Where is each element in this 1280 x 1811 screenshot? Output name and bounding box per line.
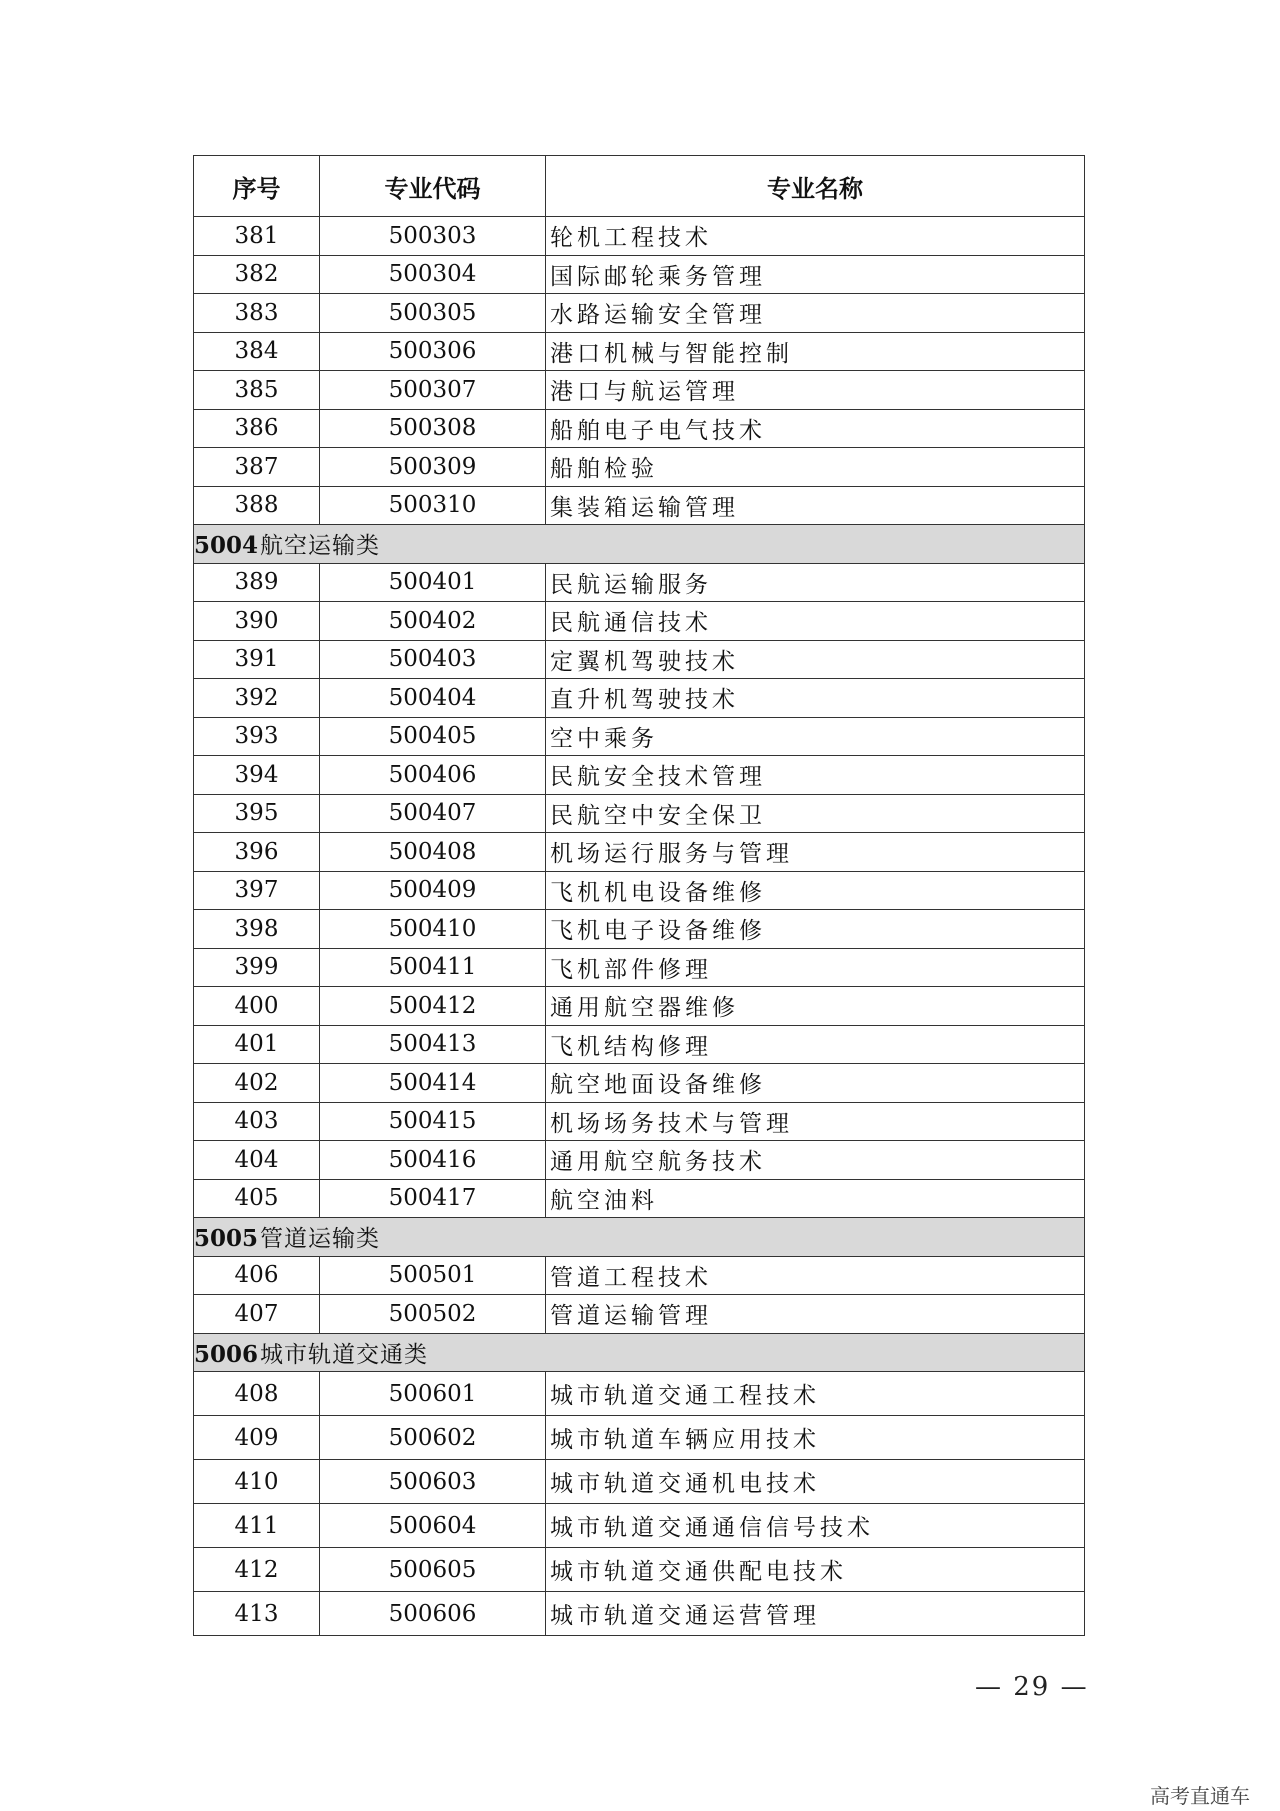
page-number: — 29 — xyxy=(975,1672,1089,1702)
table-row xyxy=(194,987,1085,1026)
header-code: 专业代码 xyxy=(320,156,546,217)
category-code: 5005 xyxy=(194,1225,259,1253)
table-row xyxy=(194,910,1085,949)
cell-code: 500412 xyxy=(320,987,546,1026)
table-row xyxy=(194,294,1085,333)
category-code: 5004 xyxy=(194,532,259,560)
cell-code: 500414 xyxy=(320,1064,546,1103)
cell-seq: 412 xyxy=(194,1548,320,1592)
cell-seq: 392 xyxy=(194,679,320,718)
cell-name: 机场运行服务与管理 xyxy=(546,833,1085,872)
cell-code: 500409 xyxy=(320,871,546,910)
table-row xyxy=(194,563,1085,602)
cell-code: 500408 xyxy=(320,833,546,872)
cell-seq: 388 xyxy=(194,486,320,525)
cell-name: 飞机机电设备维修 xyxy=(546,871,1085,910)
table-row xyxy=(194,1179,1085,1218)
cell-name: 通用航空航务技术 xyxy=(546,1141,1085,1180)
cell-name: 航空地面设备维修 xyxy=(546,1064,1085,1103)
cell-seq: 400 xyxy=(194,987,320,1026)
cell-name: 管道工程技术 xyxy=(546,1256,1085,1295)
cell-code: 500403 xyxy=(320,640,546,679)
cell-code: 500307 xyxy=(320,371,546,410)
table-row xyxy=(194,1372,1085,1416)
table-row xyxy=(194,1064,1085,1103)
table-row xyxy=(194,332,1085,371)
cell-seq: 387 xyxy=(194,448,320,487)
table-row xyxy=(194,640,1085,679)
cell-name: 集装箱运输管理 xyxy=(546,486,1085,525)
cell-code: 500602 xyxy=(320,1416,546,1460)
table-row xyxy=(194,833,1085,872)
table-row xyxy=(194,1256,1085,1295)
cell-name: 港口机械与智能控制 xyxy=(546,332,1085,371)
category-name: 航空运输类 xyxy=(260,533,381,560)
header-name: 专业名称 xyxy=(546,156,1085,217)
cell-code: 500410 xyxy=(320,910,546,949)
cell-code: 500310 xyxy=(320,486,546,525)
cell-name: 通用航空器维修 xyxy=(546,987,1085,1026)
cell-seq: 399 xyxy=(194,948,320,987)
cell-seq: 408 xyxy=(194,1372,320,1416)
majors-table xyxy=(193,155,1085,1636)
table-row xyxy=(194,794,1085,833)
cell-seq: 411 xyxy=(194,1504,320,1548)
cell-seq: 385 xyxy=(194,371,320,410)
cell-code: 500416 xyxy=(320,1141,546,1180)
cell-code: 500404 xyxy=(320,679,546,718)
cell-code: 500405 xyxy=(320,717,546,756)
cell-code: 500402 xyxy=(320,602,546,641)
table-row xyxy=(194,1141,1085,1180)
cell-name: 管道运输管理 xyxy=(546,1295,1085,1334)
cell-name: 轮机工程技术 xyxy=(546,217,1085,256)
cell-code: 500304 xyxy=(320,255,546,294)
table-row xyxy=(194,717,1085,756)
category-cell xyxy=(194,525,1085,564)
cell-name: 机场场务技术与管理 xyxy=(546,1102,1085,1141)
table-row xyxy=(194,602,1085,641)
cell-seq: 413 xyxy=(194,1592,320,1636)
header-row xyxy=(194,156,1085,217)
cell-name: 船舶电子电气技术 xyxy=(546,409,1085,448)
cell-name: 航空油料 xyxy=(546,1179,1085,1218)
table-row xyxy=(194,255,1085,294)
cell-name: 直升机驾驶技术 xyxy=(546,679,1085,718)
cell-name: 城市轨道交通运营管理 xyxy=(546,1592,1085,1636)
cell-name: 飞机电子设备维修 xyxy=(546,910,1085,949)
category-row xyxy=(194,1218,1085,1257)
cell-seq: 402 xyxy=(194,1064,320,1103)
table-row xyxy=(194,871,1085,910)
table-row xyxy=(194,1460,1085,1504)
table-row xyxy=(194,948,1085,987)
cell-seq: 405 xyxy=(194,1179,320,1218)
cell-seq: 393 xyxy=(194,717,320,756)
category-name: 城市轨道交通类 xyxy=(260,1341,429,1368)
cell-name: 民航安全技术管理 xyxy=(546,756,1085,795)
category-code: 5006 xyxy=(194,1340,259,1368)
table-row xyxy=(194,756,1085,795)
cell-code: 500606 xyxy=(320,1592,546,1636)
table-row xyxy=(194,371,1085,410)
cell-name: 民航通信技术 xyxy=(546,602,1085,641)
cell-code: 500603 xyxy=(320,1460,546,1504)
cell-code: 500502 xyxy=(320,1295,546,1334)
cell-code: 500406 xyxy=(320,756,546,795)
cell-seq: 409 xyxy=(194,1416,320,1460)
cell-name: 城市轨道交通通信信号技术 xyxy=(546,1504,1085,1548)
table-header xyxy=(194,156,1085,217)
table-row xyxy=(194,679,1085,718)
cell-name: 民航空中安全保卫 xyxy=(546,794,1085,833)
cell-name: 民航运输服务 xyxy=(546,563,1085,602)
cell-seq: 396 xyxy=(194,833,320,872)
cell-code: 500417 xyxy=(320,1179,546,1218)
cell-code: 500309 xyxy=(320,448,546,487)
cell-seq: 397 xyxy=(194,871,320,910)
table-row xyxy=(194,448,1085,487)
cell-code: 500604 xyxy=(320,1504,546,1548)
cell-code: 500411 xyxy=(320,948,546,987)
table-body xyxy=(194,217,1085,1636)
cell-code: 500401 xyxy=(320,563,546,602)
cell-seq: 389 xyxy=(194,563,320,602)
table-row xyxy=(194,1548,1085,1592)
table-row xyxy=(194,409,1085,448)
cell-name: 飞机部件修理 xyxy=(546,948,1085,987)
cell-name: 定翼机驾驶技术 xyxy=(546,640,1085,679)
cell-code: 500306 xyxy=(320,332,546,371)
watermark: 高考直通车 xyxy=(1150,1784,1250,1808)
cell-seq: 391 xyxy=(194,640,320,679)
cell-seq: 404 xyxy=(194,1141,320,1180)
cell-seq: 401 xyxy=(194,1025,320,1064)
cell-code: 500605 xyxy=(320,1548,546,1592)
cell-name: 船舶检验 xyxy=(546,448,1085,487)
cell-name: 港口与航运管理 xyxy=(546,371,1085,410)
cell-seq: 410 xyxy=(194,1460,320,1504)
cell-seq: 403 xyxy=(194,1102,320,1141)
cell-code: 500308 xyxy=(320,409,546,448)
table-row xyxy=(194,1295,1085,1334)
cell-name: 空中乘务 xyxy=(546,717,1085,756)
cell-seq: 398 xyxy=(194,910,320,949)
table-row xyxy=(194,1592,1085,1636)
cell-seq: 381 xyxy=(194,217,320,256)
table-row xyxy=(194,486,1085,525)
cell-seq: 382 xyxy=(194,255,320,294)
table-row xyxy=(194,1102,1085,1141)
cell-name: 城市轨道交通工程技术 xyxy=(546,1372,1085,1416)
cell-name: 城市轨道交通供配电技术 xyxy=(546,1548,1085,1592)
cell-code: 500305 xyxy=(320,294,546,333)
category-row xyxy=(194,1333,1085,1372)
table-row xyxy=(194,217,1085,256)
header-seq: 序号 xyxy=(194,156,320,217)
cell-seq: 407 xyxy=(194,1295,320,1334)
cell-seq: 383 xyxy=(194,294,320,333)
cell-seq: 395 xyxy=(194,794,320,833)
category-cell xyxy=(194,1333,1085,1372)
cell-name: 国际邮轮乘务管理 xyxy=(546,255,1085,294)
cell-code: 500415 xyxy=(320,1102,546,1141)
category-row xyxy=(194,525,1085,564)
cell-seq: 384 xyxy=(194,332,320,371)
cell-code: 500303 xyxy=(320,217,546,256)
table-row xyxy=(194,1504,1085,1548)
cell-code: 500413 xyxy=(320,1025,546,1064)
cell-name: 水路运输安全管理 xyxy=(546,294,1085,333)
cell-seq: 406 xyxy=(194,1256,320,1295)
cell-code: 500601 xyxy=(320,1372,546,1416)
cell-name: 城市轨道车辆应用技术 xyxy=(546,1416,1085,1460)
table-row xyxy=(194,1416,1085,1460)
category-name: 管道运输类 xyxy=(260,1226,381,1253)
cell-seq: 390 xyxy=(194,602,320,641)
cell-name: 城市轨道交通机电技术 xyxy=(546,1460,1085,1504)
category-cell xyxy=(194,1218,1085,1257)
cell-name: 飞机结构修理 xyxy=(546,1025,1085,1064)
cell-seq: 394 xyxy=(194,756,320,795)
cell-seq: 386 xyxy=(194,409,320,448)
cell-code: 500407 xyxy=(320,794,546,833)
cell-code: 500501 xyxy=(320,1256,546,1295)
table-row xyxy=(194,1025,1085,1064)
